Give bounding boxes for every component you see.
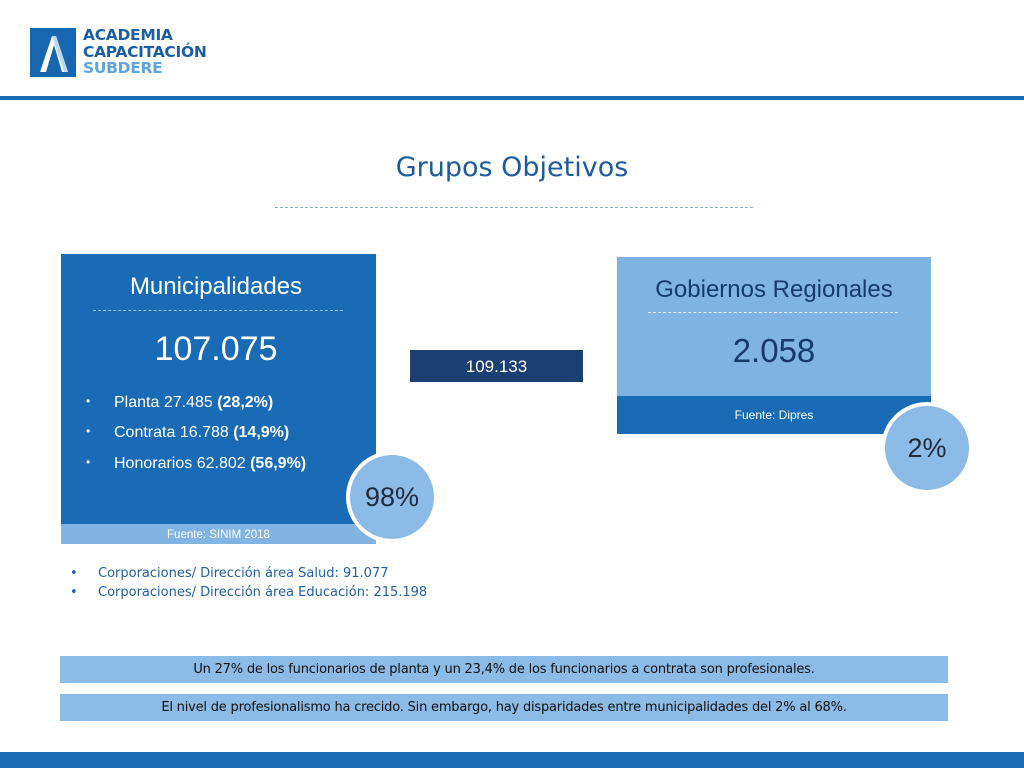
corporaciones-educacion-item — [70, 585, 427, 600]
municipalidades-total: 107.075 — [154, 330, 278, 368]
bullet-icon: • — [86, 394, 91, 408]
bullet-icon: • — [86, 455, 91, 469]
corporaciones-salud-item — [70, 566, 388, 581]
list-item-value: (14,9%) — [233, 424, 290, 441]
logo-line-subdere: SUBDERE — [83, 59, 163, 77]
combined-total-box: 109.133 — [410, 350, 583, 382]
gobiernos-regionales-total: 2.058 — [732, 332, 816, 369]
gobiernos-regionales-source: Fuente: Dipres — [617, 396, 931, 434]
gobiernos-regionales-divider — [648, 312, 898, 313]
logo-line-capacitacion: CAPACITACIÓN — [83, 42, 207, 61]
academia-logo-icon — [30, 28, 76, 77]
bullet-icon: • — [70, 566, 78, 581]
municipalidades-share-badge: 98% — [346, 451, 438, 543]
bullet-icon: • — [70, 585, 78, 600]
header-divider — [0, 96, 1024, 100]
profesionales-banner: Un 27% de los funcionarios de planta y un 23,4% de los funcionarios a contrata son profesionales. — [60, 656, 948, 683]
municipalidades-source: Fuente: SINIM 2018 — [61, 524, 376, 544]
list-item-value: (56,9%) — [250, 455, 307, 472]
municipalidades-title: Municipalidades — [129, 273, 303, 300]
profesionalismo-banner: El nivel de profesionalismo ha crecido. Sin embargo, hay disparidades entre municipalidades del 2% al 68%. — [60, 694, 948, 721]
list-item-label: Planta 27.485 — [114, 394, 218, 411]
logo-wordmark — [83, 27, 207, 77]
title-divider — [275, 207, 753, 208]
corporaciones-salud-text: Corporaciones/ Dirección área Salud: 91.077 — [98, 566, 389, 581]
gobiernos-regionales-title: Gobiernos Regionales — [655, 276, 893, 303]
list-item-value: (28,2%) — [217, 394, 274, 411]
list-item-label: Contrata 16.788 — [114, 424, 234, 441]
page-title: Grupos Objetivos — [395, 152, 629, 183]
bullet-icon: • — [86, 424, 91, 438]
list-item-label: Honorarios 62.802 — [114, 455, 251, 472]
footer-bar — [0, 752, 1024, 768]
list-item-planta — [86, 394, 273, 412]
corporaciones-educacion-text: Corporaciones/ Dirección área Educación: 215.198 — [98, 585, 428, 600]
list-item-contrata — [86, 424, 289, 442]
municipalidades-divider — [93, 310, 343, 311]
logo-line-academia: ACADEMIA — [83, 26, 173, 44]
list-item-honorarios — [86, 455, 306, 473]
gobiernos-regionales-share-badge: 2% — [881, 402, 973, 494]
